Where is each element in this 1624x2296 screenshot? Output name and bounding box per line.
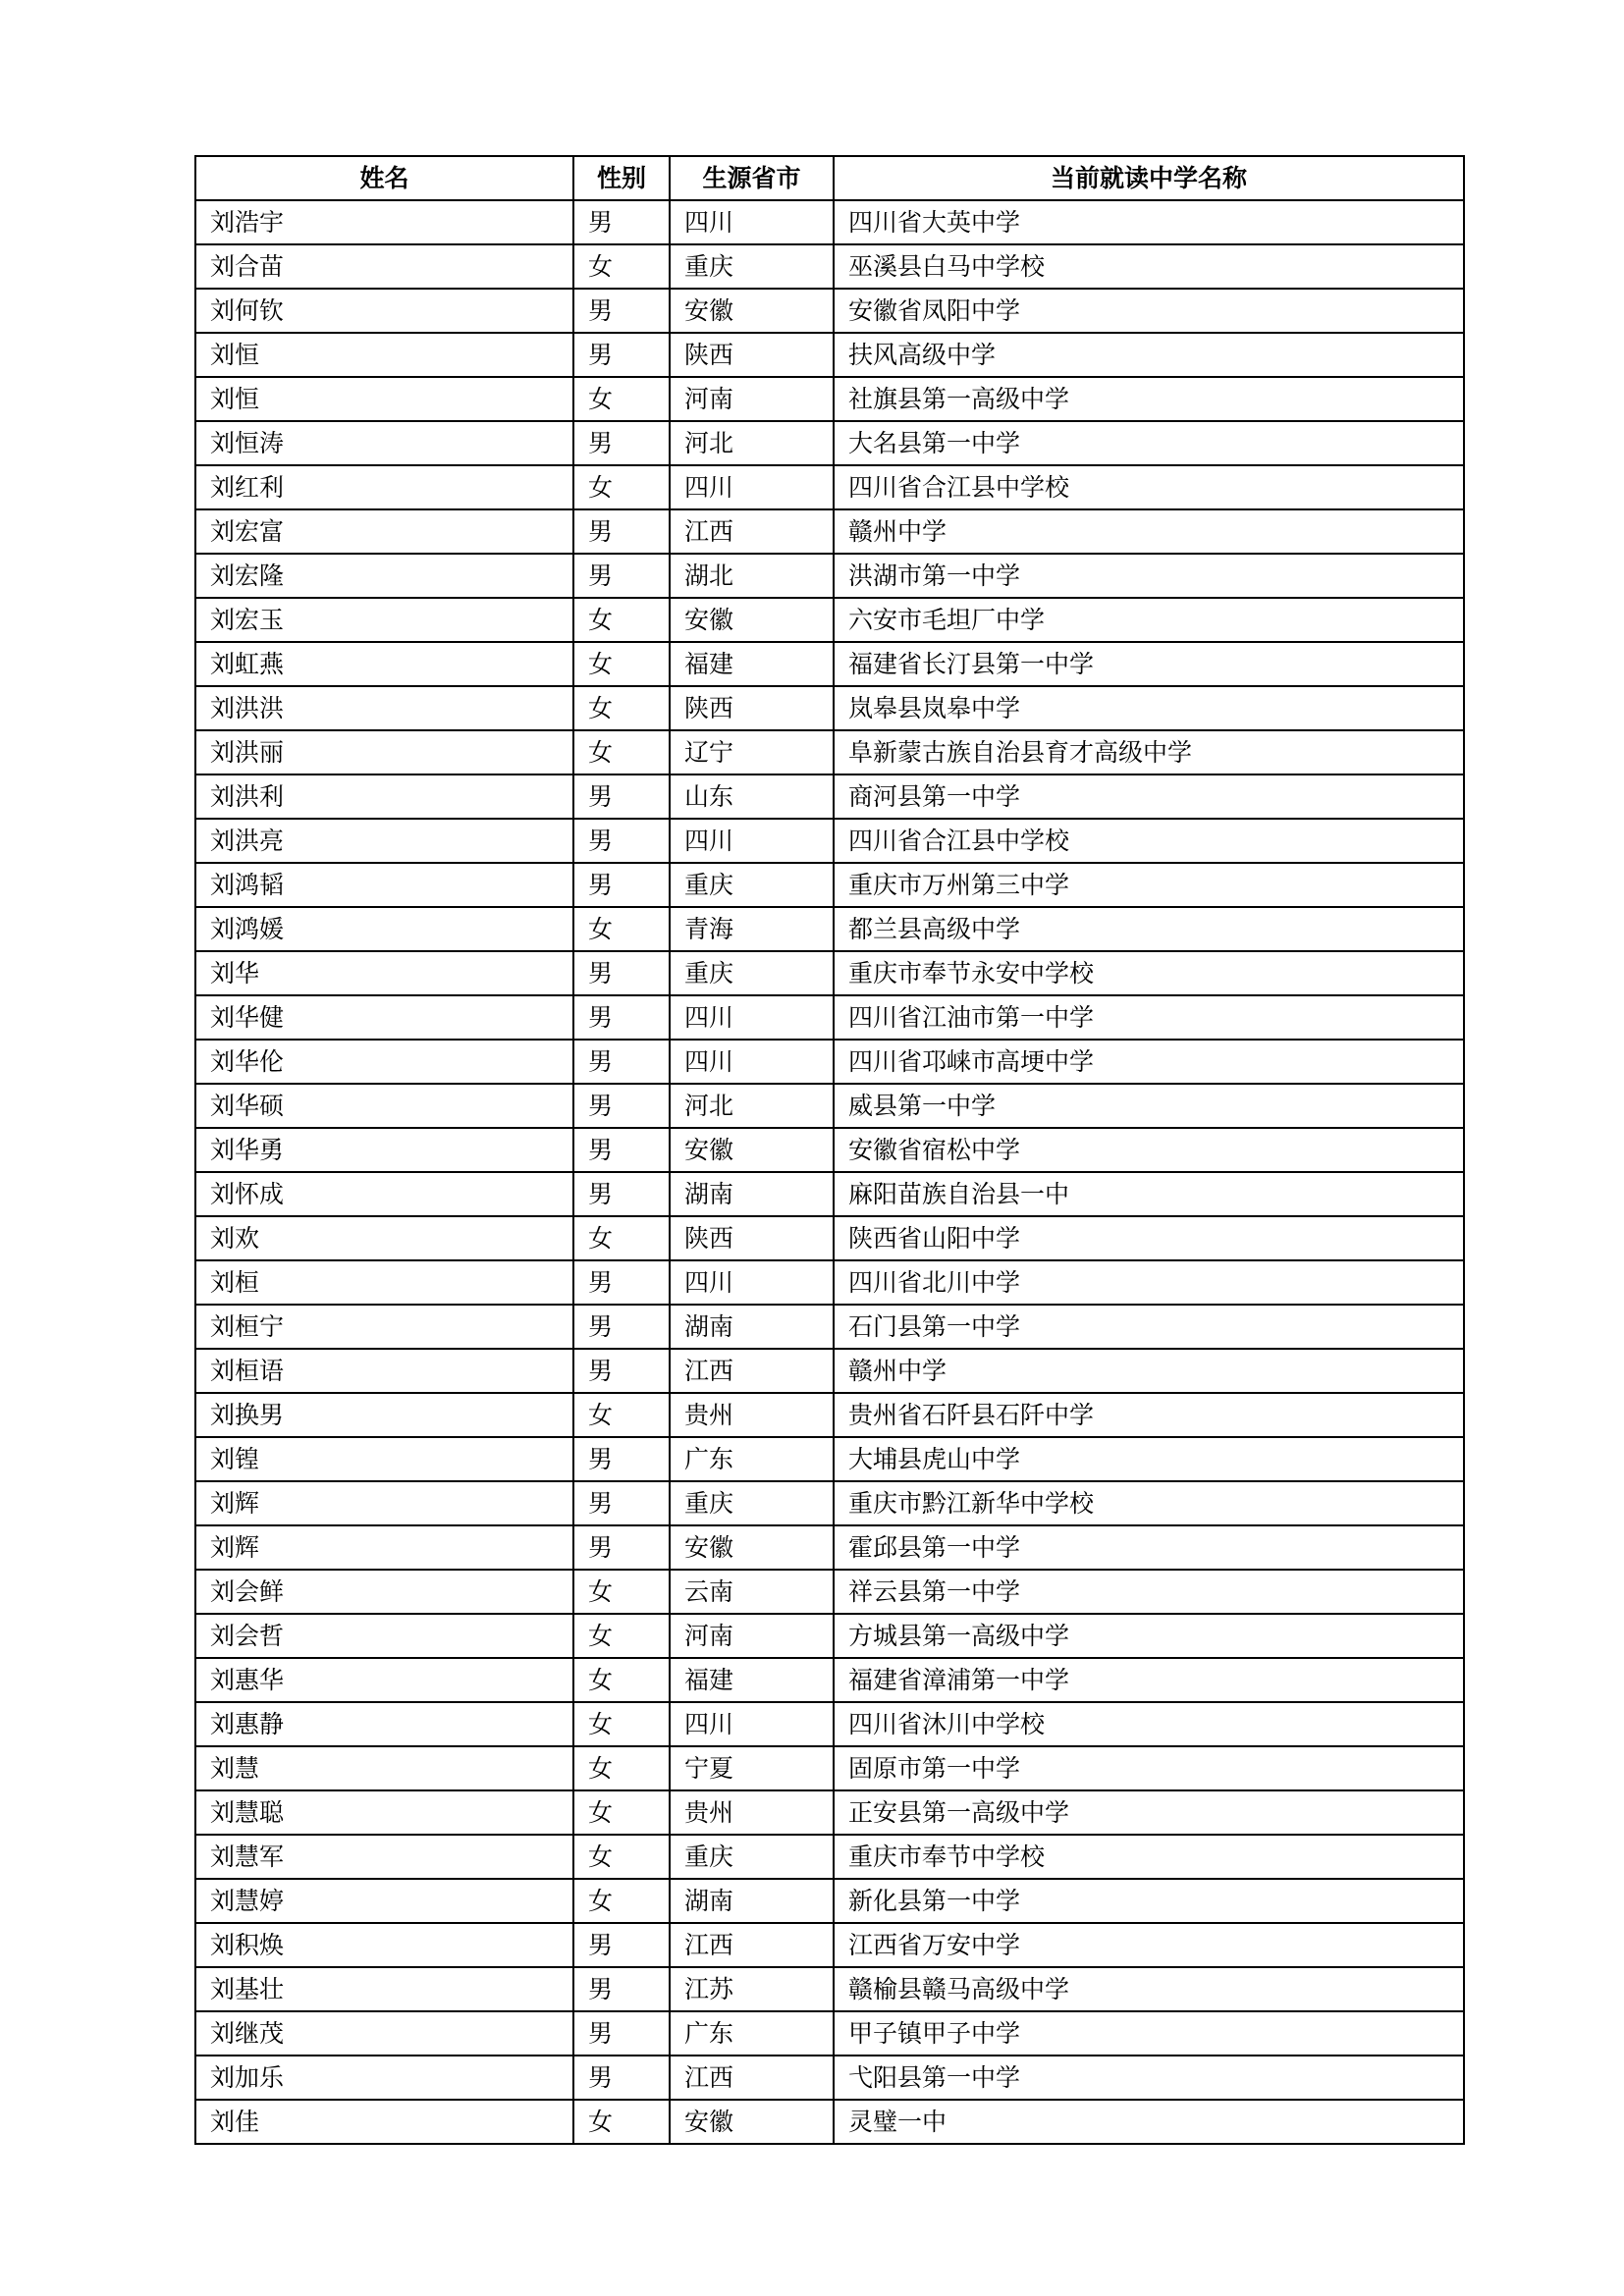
cell-gender: 女 bbox=[573, 730, 670, 774]
cell-school: 固原市第一中学 bbox=[834, 1746, 1464, 1790]
cell-school: 扶风高级中学 bbox=[834, 333, 1464, 377]
cell-name: 刘会哲 bbox=[195, 1614, 573, 1658]
cell-school: 阜新蒙古族自治县育才高级中学 bbox=[834, 730, 1464, 774]
cell-school: 正安县第一高级中学 bbox=[834, 1790, 1464, 1835]
table-row bbox=[195, 1349, 1464, 1393]
table-row bbox=[195, 819, 1464, 863]
cell-name: 刘华健 bbox=[195, 995, 573, 1040]
table-row bbox=[195, 200, 1464, 244]
cell-name: 刘虹燕 bbox=[195, 642, 573, 686]
cell-province: 江西 bbox=[670, 1923, 834, 1967]
cell-province: 河北 bbox=[670, 1084, 834, 1128]
cell-name: 刘洪洪 bbox=[195, 686, 573, 730]
cell-school: 安徽省凤阳中学 bbox=[834, 289, 1464, 333]
cell-school: 商河县第一中学 bbox=[834, 774, 1464, 819]
table-row bbox=[195, 1040, 1464, 1084]
cell-school: 赣榆县赣马高级中学 bbox=[834, 1967, 1464, 2011]
cell-school: 霍邱县第一中学 bbox=[834, 1525, 1464, 1570]
cell-province: 江苏 bbox=[670, 1967, 834, 2011]
cell-name: 刘慧 bbox=[195, 1746, 573, 1790]
cell-name: 刘恒 bbox=[195, 333, 573, 377]
cell-name: 刘合苗 bbox=[195, 244, 573, 289]
cell-school: 重庆市万州第三中学 bbox=[834, 863, 1464, 907]
cell-school: 新化县第一中学 bbox=[834, 1879, 1464, 1923]
cell-school: 四川省沐川中学校 bbox=[834, 1702, 1464, 1746]
cell-school: 四川省大英中学 bbox=[834, 200, 1464, 244]
cell-school: 六安市毛坦厂中学 bbox=[834, 598, 1464, 642]
cell-school: 都兰县高级中学 bbox=[834, 907, 1464, 951]
cell-school: 四川省江油市第一中学 bbox=[834, 995, 1464, 1040]
cell-province: 四川 bbox=[670, 465, 834, 509]
cell-gender: 女 bbox=[573, 465, 670, 509]
table-row bbox=[195, 1570, 1464, 1614]
cell-gender: 女 bbox=[573, 244, 670, 289]
cell-province: 湖南 bbox=[670, 1305, 834, 1349]
cell-school: 重庆市黔江新华中学校 bbox=[834, 1481, 1464, 1525]
table-row bbox=[195, 289, 1464, 333]
cell-province: 贵州 bbox=[670, 1790, 834, 1835]
cell-name: 刘积焕 bbox=[195, 1923, 573, 1967]
table-row bbox=[195, 863, 1464, 907]
table-row bbox=[195, 333, 1464, 377]
cell-school: 威县第一中学 bbox=[834, 1084, 1464, 1128]
cell-province: 江西 bbox=[670, 509, 834, 554]
cell-gender: 男 bbox=[573, 951, 670, 995]
table-row bbox=[195, 1614, 1464, 1658]
cell-province: 四川 bbox=[670, 200, 834, 244]
cell-name: 刘红利 bbox=[195, 465, 573, 509]
header-province: 生源省市 bbox=[670, 156, 834, 200]
cell-province: 云南 bbox=[670, 1570, 834, 1614]
cell-name: 刘宏玉 bbox=[195, 598, 573, 642]
table-row bbox=[195, 1481, 1464, 1525]
table-row bbox=[195, 554, 1464, 598]
cell-name: 刘浩宇 bbox=[195, 200, 573, 244]
table-row bbox=[195, 774, 1464, 819]
cell-province: 宁夏 bbox=[670, 1746, 834, 1790]
cell-school: 祥云县第一中学 bbox=[834, 1570, 1464, 1614]
cell-province: 福建 bbox=[670, 1658, 834, 1702]
cell-province: 陕西 bbox=[670, 333, 834, 377]
cell-gender: 男 bbox=[573, 774, 670, 819]
cell-school: 安徽省宿松中学 bbox=[834, 1128, 1464, 1172]
cell-gender: 男 bbox=[573, 554, 670, 598]
cell-gender: 男 bbox=[573, 1172, 670, 1216]
cell-name: 刘洪利 bbox=[195, 774, 573, 819]
table-row bbox=[195, 1790, 1464, 1835]
cell-gender: 女 bbox=[573, 598, 670, 642]
cell-name: 刘恒 bbox=[195, 377, 573, 421]
table-row bbox=[195, 1172, 1464, 1216]
cell-school: 四川省邛崃市高埂中学 bbox=[834, 1040, 1464, 1084]
cell-name: 刘怀成 bbox=[195, 1172, 573, 1216]
cell-name: 刘桓宁 bbox=[195, 1305, 573, 1349]
cell-school: 重庆市奉节永安中学校 bbox=[834, 951, 1464, 995]
cell-name: 刘恒涛 bbox=[195, 421, 573, 465]
cell-gender: 女 bbox=[573, 1835, 670, 1879]
cell-gender: 男 bbox=[573, 819, 670, 863]
cell-province: 重庆 bbox=[670, 951, 834, 995]
cell-name: 刘换男 bbox=[195, 1393, 573, 1437]
table-row bbox=[195, 1967, 1464, 2011]
cell-school: 弋阳县第一中学 bbox=[834, 2056, 1464, 2100]
header-gender: 性别 bbox=[573, 156, 670, 200]
cell-school: 重庆市奉节中学校 bbox=[834, 1835, 1464, 1879]
cell-gender: 男 bbox=[573, 1481, 670, 1525]
cell-name: 刘华 bbox=[195, 951, 573, 995]
student-table bbox=[194, 155, 1465, 2145]
table-row bbox=[195, 1525, 1464, 1570]
table-row bbox=[195, 642, 1464, 686]
cell-gender: 女 bbox=[573, 1879, 670, 1923]
table-row bbox=[195, 1084, 1464, 1128]
table-row bbox=[195, 730, 1464, 774]
cell-school: 赣州中学 bbox=[834, 1349, 1464, 1393]
table-row bbox=[195, 244, 1464, 289]
cell-gender: 女 bbox=[573, 907, 670, 951]
cell-school: 四川省合江县中学校 bbox=[834, 465, 1464, 509]
table-row bbox=[195, 995, 1464, 1040]
cell-name: 刘惠静 bbox=[195, 1702, 573, 1746]
cell-school: 方城县第一高级中学 bbox=[834, 1614, 1464, 1658]
cell-province: 广东 bbox=[670, 2011, 834, 2056]
cell-name: 刘华勇 bbox=[195, 1128, 573, 1172]
cell-province: 河南 bbox=[670, 377, 834, 421]
cell-gender: 女 bbox=[573, 1614, 670, 1658]
cell-school: 福建省长汀县第一中学 bbox=[834, 642, 1464, 686]
cell-province: 湖南 bbox=[670, 1172, 834, 1216]
table-row bbox=[195, 907, 1464, 951]
cell-school: 巫溪县白马中学校 bbox=[834, 244, 1464, 289]
table-row bbox=[195, 1835, 1464, 1879]
cell-gender: 女 bbox=[573, 642, 670, 686]
cell-school: 岚皋县岚皋中学 bbox=[834, 686, 1464, 730]
cell-province: 贵州 bbox=[670, 1393, 834, 1437]
cell-province: 湖北 bbox=[670, 554, 834, 598]
table-row bbox=[195, 1923, 1464, 1967]
cell-name: 刘华伦 bbox=[195, 1040, 573, 1084]
cell-province: 安徽 bbox=[670, 289, 834, 333]
cell-gender: 男 bbox=[573, 1128, 670, 1172]
cell-name: 刘辉 bbox=[195, 1525, 573, 1570]
cell-school: 陕西省山阳中学 bbox=[834, 1216, 1464, 1260]
cell-province: 四川 bbox=[670, 1040, 834, 1084]
cell-province: 四川 bbox=[670, 1702, 834, 1746]
table-row bbox=[195, 377, 1464, 421]
cell-province: 陕西 bbox=[670, 1216, 834, 1260]
cell-gender: 男 bbox=[573, 1349, 670, 1393]
cell-name: 刘欢 bbox=[195, 1216, 573, 1260]
cell-gender: 女 bbox=[573, 1570, 670, 1614]
cell-gender: 男 bbox=[573, 421, 670, 465]
cell-gender: 男 bbox=[573, 1437, 670, 1481]
cell-province: 安徽 bbox=[670, 1128, 834, 1172]
cell-gender: 女 bbox=[573, 1746, 670, 1790]
cell-gender: 男 bbox=[573, 1305, 670, 1349]
cell-gender: 女 bbox=[573, 1790, 670, 1835]
cell-gender: 男 bbox=[573, 1923, 670, 1967]
cell-name: 刘加乐 bbox=[195, 2056, 573, 2100]
cell-gender: 男 bbox=[573, 1040, 670, 1084]
cell-gender: 男 bbox=[573, 509, 670, 554]
header-school: 当前就读中学名称 bbox=[834, 156, 1464, 200]
cell-school: 福建省漳浦第一中学 bbox=[834, 1658, 1464, 1702]
cell-name: 刘鸿韬 bbox=[195, 863, 573, 907]
cell-province: 安徽 bbox=[670, 1525, 834, 1570]
table-row bbox=[195, 2100, 1464, 2144]
table-row bbox=[195, 1393, 1464, 1437]
table-body bbox=[195, 200, 1464, 2144]
cell-gender: 男 bbox=[573, 200, 670, 244]
cell-school: 大埔县虎山中学 bbox=[834, 1437, 1464, 1481]
cell-name: 刘洪亮 bbox=[195, 819, 573, 863]
cell-gender: 男 bbox=[573, 1967, 670, 2011]
cell-province: 江西 bbox=[670, 1349, 834, 1393]
cell-province: 陕西 bbox=[670, 686, 834, 730]
cell-name: 刘佳 bbox=[195, 2100, 573, 2144]
cell-school: 灵璧一中 bbox=[834, 2100, 1464, 2144]
cell-name: 刘会鲜 bbox=[195, 1570, 573, 1614]
table-row bbox=[195, 951, 1464, 995]
cell-province: 四川 bbox=[670, 995, 834, 1040]
cell-gender: 男 bbox=[573, 995, 670, 1040]
cell-province: 重庆 bbox=[670, 1481, 834, 1525]
cell-name: 刘桓语 bbox=[195, 1349, 573, 1393]
table-row bbox=[195, 686, 1464, 730]
cell-school: 赣州中学 bbox=[834, 509, 1464, 554]
table-header-row bbox=[195, 156, 1464, 200]
cell-province: 重庆 bbox=[670, 244, 834, 289]
table-row bbox=[195, 1305, 1464, 1349]
cell-province: 安徽 bbox=[670, 598, 834, 642]
table-row bbox=[195, 1260, 1464, 1305]
table-row bbox=[195, 1702, 1464, 1746]
cell-province: 重庆 bbox=[670, 1835, 834, 1879]
cell-name: 刘慧聪 bbox=[195, 1790, 573, 1835]
cell-name: 刘惠华 bbox=[195, 1658, 573, 1702]
cell-gender: 女 bbox=[573, 377, 670, 421]
cell-gender: 男 bbox=[573, 1525, 670, 1570]
cell-gender: 女 bbox=[573, 1393, 670, 1437]
table-row bbox=[195, 509, 1464, 554]
cell-province: 河南 bbox=[670, 1614, 834, 1658]
cell-gender: 男 bbox=[573, 863, 670, 907]
cell-province: 青海 bbox=[670, 907, 834, 951]
table-row bbox=[195, 2011, 1464, 2056]
cell-gender: 男 bbox=[573, 333, 670, 377]
cell-province: 湖南 bbox=[670, 1879, 834, 1923]
cell-gender: 女 bbox=[573, 1702, 670, 1746]
table-row bbox=[195, 465, 1464, 509]
table-row bbox=[195, 1437, 1464, 1481]
cell-gender: 女 bbox=[573, 1658, 670, 1702]
cell-province: 山东 bbox=[670, 774, 834, 819]
cell-province: 安徽 bbox=[670, 2100, 834, 2144]
cell-school: 大名县第一中学 bbox=[834, 421, 1464, 465]
cell-name: 刘鸿媛 bbox=[195, 907, 573, 951]
cell-gender: 男 bbox=[573, 2011, 670, 2056]
cell-name: 刘基壮 bbox=[195, 1967, 573, 2011]
cell-province: 四川 bbox=[670, 819, 834, 863]
cell-name: 刘洪丽 bbox=[195, 730, 573, 774]
header-name: 姓名 bbox=[195, 156, 573, 200]
cell-school: 四川省合江县中学校 bbox=[834, 819, 1464, 863]
cell-gender: 男 bbox=[573, 289, 670, 333]
cell-name: 刘继茂 bbox=[195, 2011, 573, 2056]
table-row bbox=[195, 1128, 1464, 1172]
cell-name: 刘桓 bbox=[195, 1260, 573, 1305]
cell-school: 社旗县第一高级中学 bbox=[834, 377, 1464, 421]
cell-province: 广东 bbox=[670, 1437, 834, 1481]
cell-province: 福建 bbox=[670, 642, 834, 686]
table-row bbox=[195, 1879, 1464, 1923]
cell-school: 四川省北川中学 bbox=[834, 1260, 1464, 1305]
cell-gender: 男 bbox=[573, 1084, 670, 1128]
cell-name: 刘慧婷 bbox=[195, 1879, 573, 1923]
cell-school: 江西省万安中学 bbox=[834, 1923, 1464, 1967]
cell-school: 洪湖市第一中学 bbox=[834, 554, 1464, 598]
cell-name: 刘宏隆 bbox=[195, 554, 573, 598]
cell-school: 石门县第一中学 bbox=[834, 1305, 1464, 1349]
cell-gender: 女 bbox=[573, 1216, 670, 1260]
cell-gender: 女 bbox=[573, 2100, 670, 2144]
cell-name: 刘宏富 bbox=[195, 509, 573, 554]
cell-name: 刘华硕 bbox=[195, 1084, 573, 1128]
cell-province: 江西 bbox=[670, 2056, 834, 2100]
cell-school: 贵州省石阡县石阡中学 bbox=[834, 1393, 1464, 1437]
table-row bbox=[195, 2056, 1464, 2100]
cell-province: 河北 bbox=[670, 421, 834, 465]
cell-name: 刘辉 bbox=[195, 1481, 573, 1525]
cell-gender: 男 bbox=[573, 2056, 670, 2100]
table-row bbox=[195, 1746, 1464, 1790]
cell-name: 刘锽 bbox=[195, 1437, 573, 1481]
cell-province: 重庆 bbox=[670, 863, 834, 907]
cell-province: 四川 bbox=[670, 1260, 834, 1305]
cell-name: 刘慧军 bbox=[195, 1835, 573, 1879]
table-row bbox=[195, 1658, 1464, 1702]
cell-gender: 女 bbox=[573, 686, 670, 730]
cell-name: 刘何钦 bbox=[195, 289, 573, 333]
table-row bbox=[195, 598, 1464, 642]
cell-school: 甲子镇甲子中学 bbox=[834, 2011, 1464, 2056]
cell-province: 辽宁 bbox=[670, 730, 834, 774]
cell-school: 麻阳苗族自治县一中 bbox=[834, 1172, 1464, 1216]
table-row bbox=[195, 1216, 1464, 1260]
cell-gender: 男 bbox=[573, 1260, 670, 1305]
table-row bbox=[195, 421, 1464, 465]
